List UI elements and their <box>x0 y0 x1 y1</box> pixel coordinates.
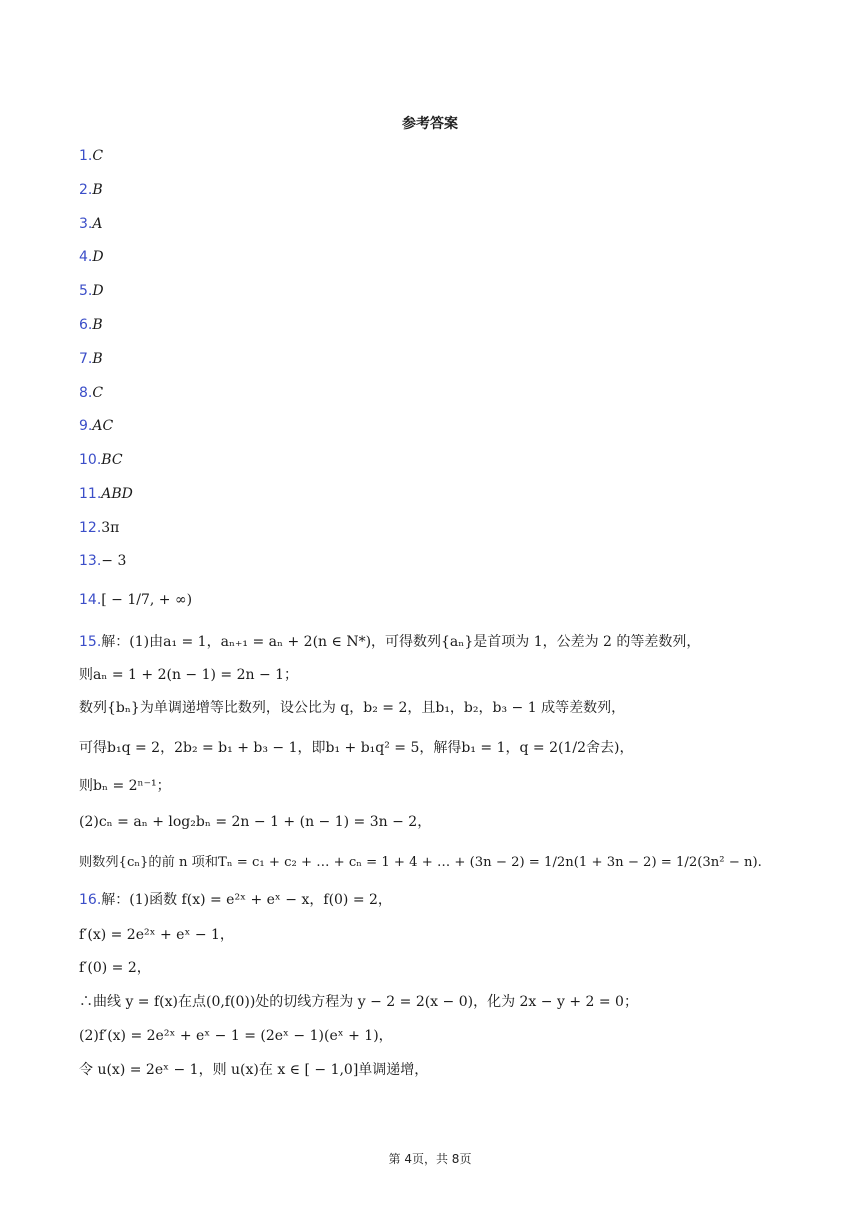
answer-value: − 3 <box>101 553 127 569</box>
answer-item <box>79 416 113 436</box>
answer-number: 2. <box>79 182 93 198</box>
answer-value: AC <box>92 418 114 434</box>
answer-value: B <box>92 351 103 367</box>
answer-number: 7. <box>79 351 93 367</box>
answer-item <box>79 383 103 403</box>
answer-item <box>79 590 192 610</box>
page-footer: 第 4页，共 8页 <box>388 1152 472 1166</box>
answer-number: 4. <box>79 249 93 265</box>
answer-item <box>79 281 104 301</box>
solution-line: f′(0) = 2， <box>79 960 151 976</box>
solution-line: 则aₙ = 1 + 2(n − 1) = 2n − 1； <box>79 667 299 683</box>
answer-number: 6. <box>79 317 93 333</box>
answer-item <box>79 315 103 335</box>
solution-text: 解：(1)函数 f(x) = e²ˣ + eˣ − x，f(0) = 2， <box>101 892 392 908</box>
question-number: 15. <box>79 634 102 650</box>
answer-number: 11. <box>79 486 102 502</box>
answer-number: 14. <box>79 592 102 608</box>
solution-line: (2)f′(x) = 2e²ˣ + eˣ − 1 = (2eˣ − 1)(eˣ + 1)， <box>79 1028 393 1044</box>
solution-line: 令 u(x) = 2eˣ − 1，则 u(x)在 x ∈ [ − 1,0]单调递增， <box>79 1062 429 1078</box>
solution-line <box>79 890 392 910</box>
answer-value: BC <box>101 452 123 468</box>
answer-value: 3π <box>101 520 120 536</box>
answer-item <box>79 484 133 504</box>
answer-number: 8. <box>79 385 93 401</box>
answer-number: 13. <box>79 553 102 569</box>
answer-value: ABD <box>101 486 133 502</box>
solution-line: 可得b₁q = 2，2b₂ = b₁ + b₃ − 1，即b₁ + b₁q² = 5，解得b₁ = 1，q = 2(1/2舍去)， <box>79 740 634 756</box>
solution-line: ∴曲线 y = f(x)在点(0,f(0))处的切线方程为 y − 2 = 2(x − 0)，化为 2x − y + 2 = 0； <box>79 994 638 1010</box>
answer-item <box>79 180 103 200</box>
answer-item <box>79 146 103 166</box>
answer-number: 12. <box>79 520 102 536</box>
answer-number: 1. <box>79 148 93 164</box>
answer-item <box>79 247 104 267</box>
answer-value: [ − 1/7, + ∞) <box>101 592 193 608</box>
answer-item <box>79 349 103 369</box>
answer-item <box>79 551 126 571</box>
answer-number: 3. <box>79 216 93 232</box>
page-title: 参考答案 <box>402 116 458 132</box>
solution-line: 数列{bₙ}为单调递增等比数列，设公比为 q，b₂ = 2，且b₁，b₂，b₃ − 1 成等差数列， <box>79 700 626 716</box>
answer-item <box>79 214 102 234</box>
answer-value: C <box>92 385 104 401</box>
answer-number: 10. <box>79 452 102 468</box>
question-number: 16. <box>79 892 102 908</box>
answer-value: B <box>92 317 103 333</box>
answer-item <box>79 518 119 538</box>
answer-value: D <box>92 283 104 299</box>
solution-line: 则数列{cₙ}的前 n 项和Tₙ = c₁ + c₂ + … + cₙ = 1 + 4 + … + (3n − 2) = 1/2n(1 + 3n − 2) = 1/2(3n² − n). <box>79 855 762 870</box>
answer-value: D <box>92 249 104 265</box>
solution-text: 解：(1)由a₁ = 1，aₙ₊₁ = aₙ + 2(n ∈ N*)，可得数列{aₙ}是首项为 1，公差为 2 的等差数列， <box>101 634 701 650</box>
answer-number: 9. <box>79 418 93 434</box>
solution-line: f′(x) = 2e²ˣ + eˣ − 1， <box>79 927 234 943</box>
solution-line: 则bₙ = 2ⁿ⁻¹； <box>79 778 171 794</box>
solution-line <box>79 632 700 652</box>
answer-value: C <box>92 148 104 164</box>
answer-number: 5. <box>79 283 93 299</box>
answer-item <box>79 450 123 470</box>
answer-value: B <box>92 182 103 198</box>
answer-value: A <box>92 216 103 232</box>
solution-line: (2)cₙ = aₙ + log₂bₙ = 2n − 1 + (n − 1) = 3n − 2， <box>79 814 432 830</box>
